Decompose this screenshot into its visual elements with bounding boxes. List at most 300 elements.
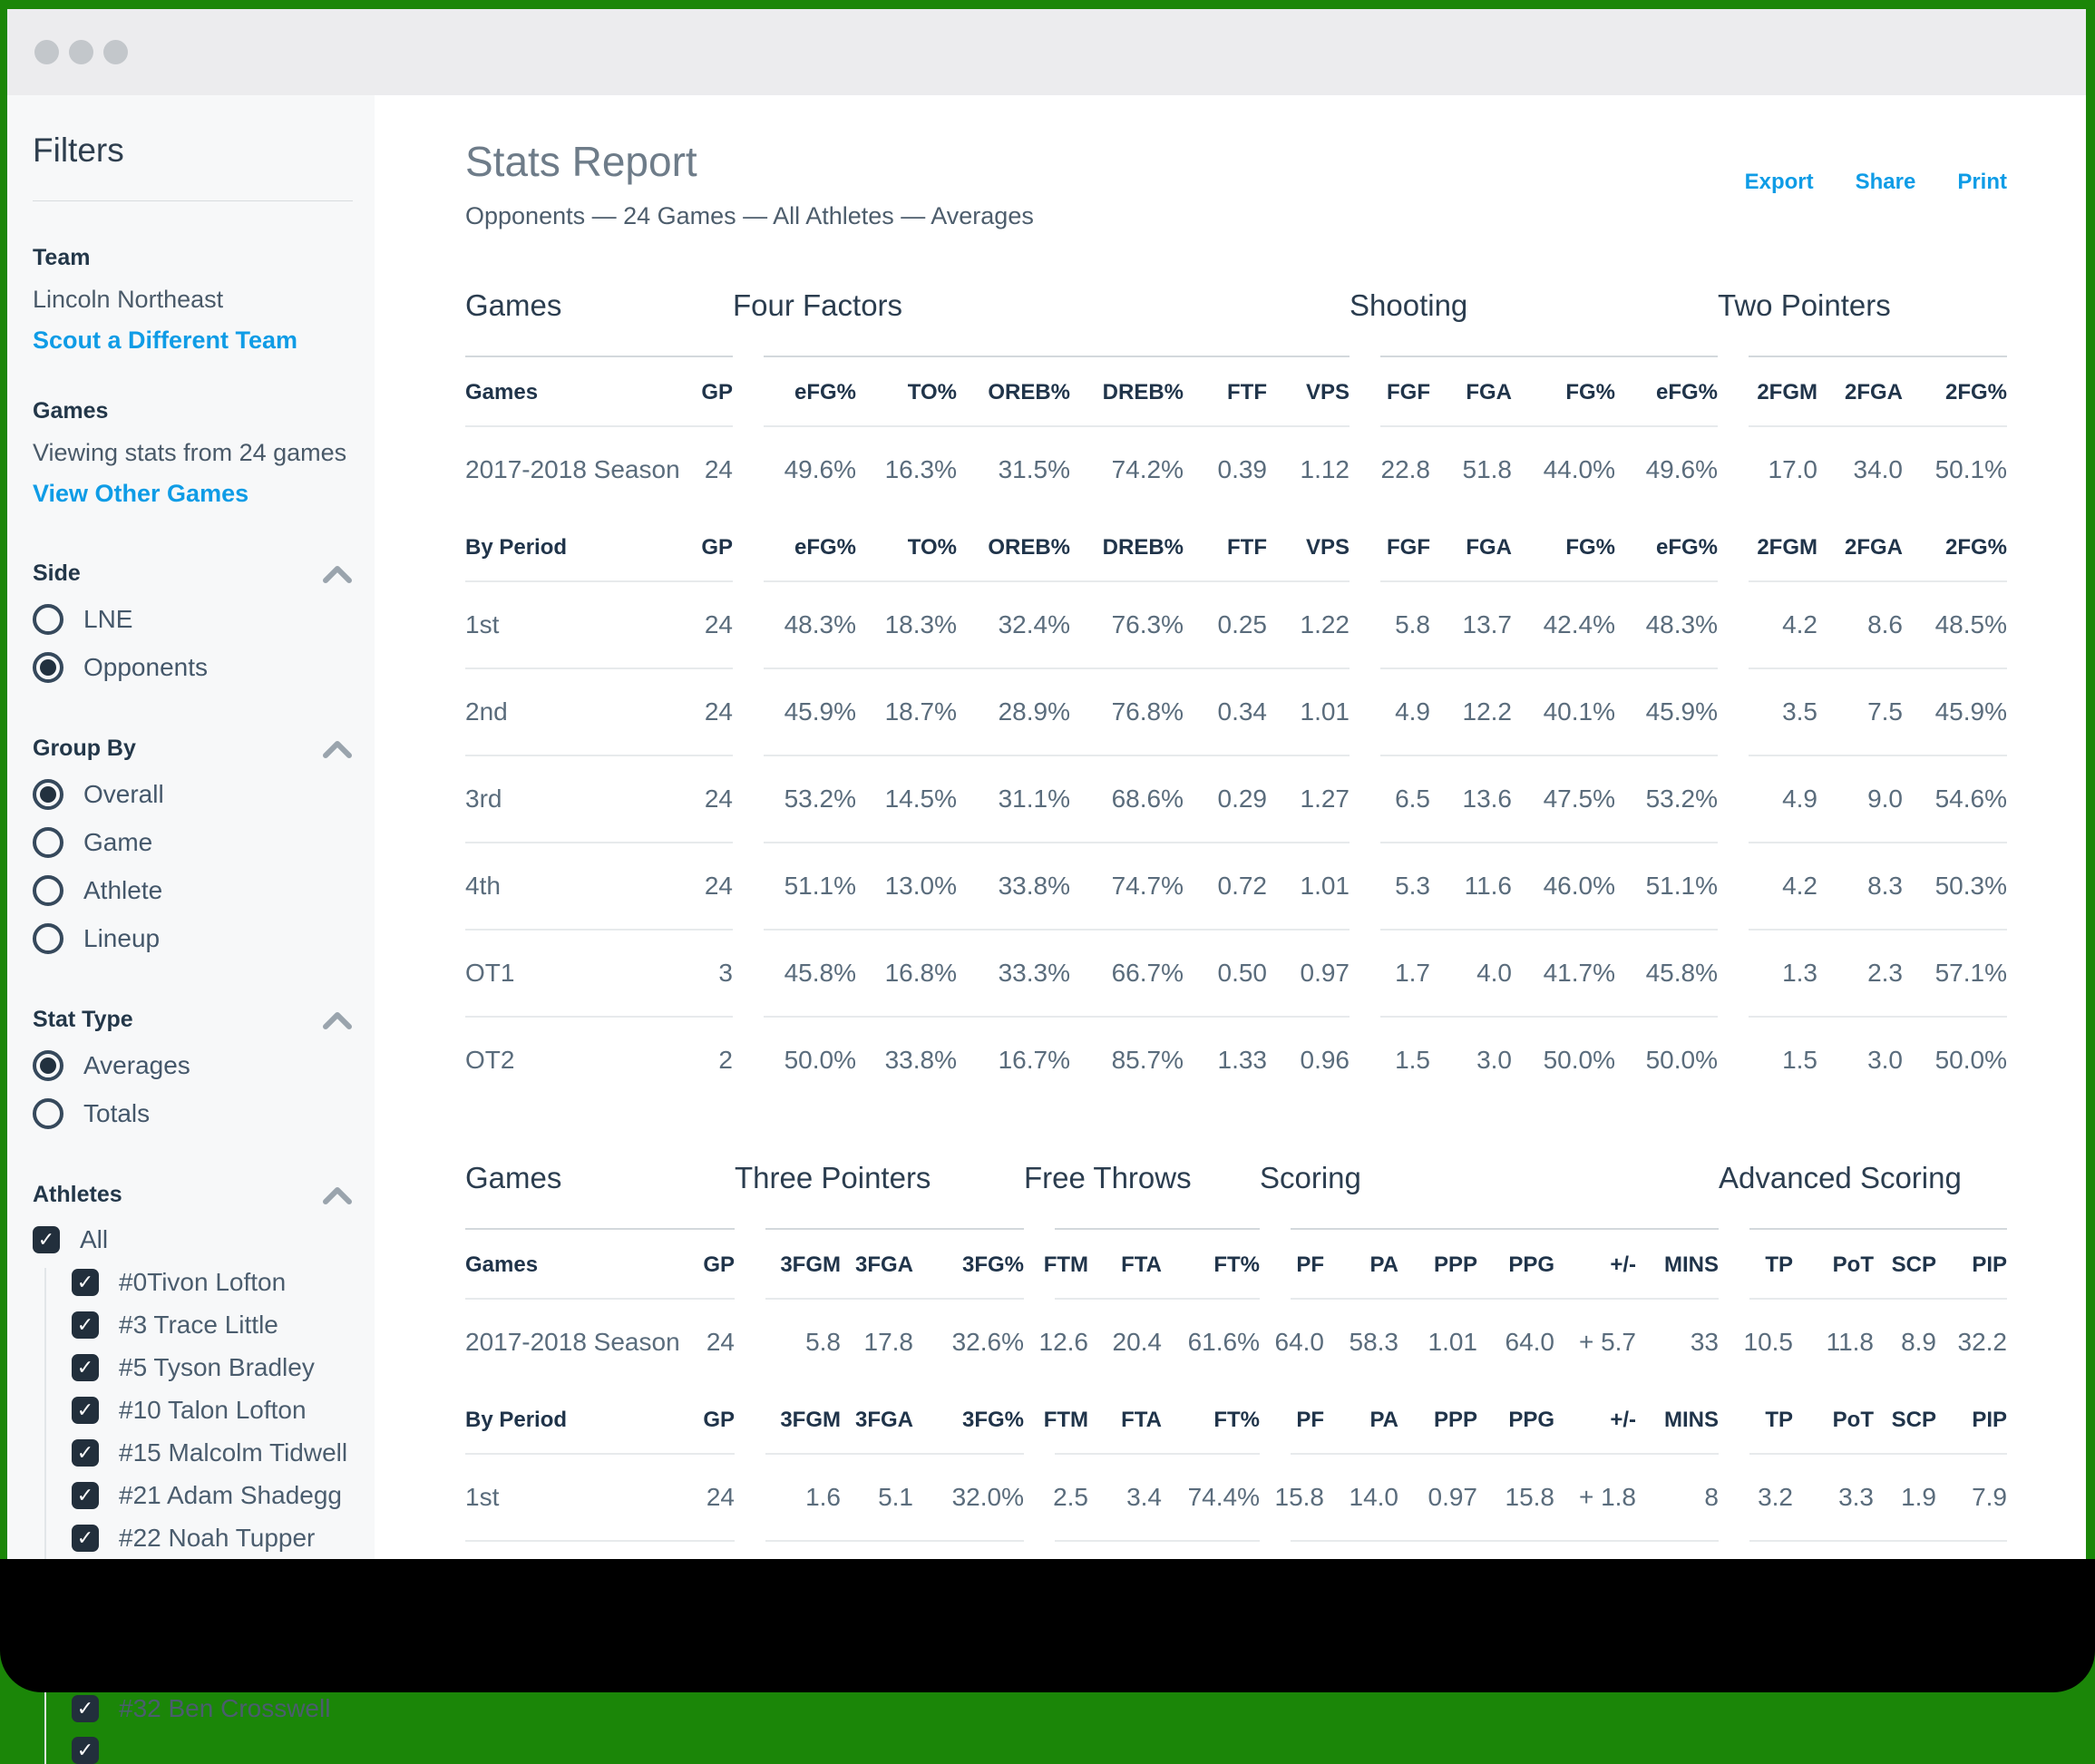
column-header: PoT [1832,1252,1874,1277]
cell: 22.8 [1380,455,1430,483]
cell: 41.7% [1543,959,1615,987]
cell: 8.6 [1867,610,1903,638]
column-header: GP [703,1252,735,1277]
radio-icon [33,1098,63,1129]
column-header: FTF [1227,535,1267,560]
cell: 1.27 [1300,785,1350,813]
column-header: 2FG% [1944,535,2007,560]
cell: 3 [718,959,733,987]
section-title: Free Throws [1024,1161,1192,1194]
cell: 2 [718,1046,733,1074]
cell: 24 [704,785,733,813]
period-header-row [465,512,2007,580]
cell: 8.3 [1867,872,1903,900]
cell: 68.6% [1111,785,1184,813]
row-label: 2017-2018 Season [465,455,680,483]
radio-selected-icon [33,652,63,683]
cell: + 5.7 [1578,1328,1636,1356]
cell: 50.1% [1934,455,2007,483]
column-header: PPG [1508,1252,1554,1277]
chevron-up-icon[interactable] [322,739,353,759]
checkbox-checked-icon: ✓ [72,1439,99,1467]
cell: 64.0 [1274,1328,1324,1356]
cell: 0.34 [1217,697,1267,726]
option-label: Totals [83,1099,151,1127]
athlete-name: #10 Talon Lofton [119,1396,307,1424]
radio-option-lineup[interactable] [33,923,353,954]
row-label: 2017-2018 Season [465,1328,680,1356]
cell: 1.22 [1300,610,1350,638]
column-header: DREB% [1102,535,1184,560]
cell: 50.0% [1543,1046,1615,1074]
table-row [465,1455,2007,1540]
column-header: TP [1765,1408,1793,1432]
column-header: eFG% [1655,535,1718,560]
checkbox-checked-icon: ✓ [72,1354,99,1381]
cell: 17.8 [863,1328,913,1356]
cell: 51.1% [1645,872,1718,900]
column-header: FT% [1213,1252,1260,1277]
print-button[interactable]: Print [1957,170,2007,194]
section-title: Four Factors [733,288,903,322]
cell: 32.2 [1957,1328,2007,1356]
column-header: OREB% [988,380,1070,404]
cell: 33.8% [884,1046,957,1074]
table-section-titles [465,288,2007,323]
team-name: Lincoln Northeast [33,286,224,313]
cell: 0.97 [1428,1483,1477,1511]
cell: 64.0 [1505,1328,1554,1356]
cell: 0.72 [1217,872,1267,900]
cell: 3.5 [1782,697,1817,726]
cell: 33 [1690,1328,1719,1356]
column-header: FTM [1043,1252,1088,1277]
column-header: FTF [1227,380,1267,404]
checkbox-checked-icon: ✓ [72,1482,99,1509]
radio-icon [33,923,63,954]
checkbox-checked-icon: ✓ [72,1695,99,1722]
column-header: PIP [1972,1252,2007,1277]
cell: 24 [706,1483,735,1511]
cell: 8 [1704,1483,1719,1511]
column-header: TO% [907,380,957,404]
cell: 13.7 [1462,610,1512,638]
column-header: eFG% [794,380,856,404]
column-header: GP [701,535,733,560]
athlete-checkbox-item[interactable] [72,1311,353,1340]
column-header: PA [1369,1408,1398,1432]
cell: 13.0% [884,872,957,900]
cell: 32.6% [951,1328,1024,1356]
athlete-checkbox-item[interactable] [72,1524,353,1553]
cell: 2.3 [1867,959,1903,987]
stat-type-label: Stat Type [33,1007,133,1032]
cell: 50.0% [1645,1046,1718,1074]
cell: 46.0% [1543,872,1615,900]
cell: 0.50 [1217,959,1267,987]
section-title: Advanced Scoring [1719,1161,1962,1194]
option-label: Athlete [83,876,163,904]
column-header: TP [1765,1252,1793,1277]
column-header: FGF [1387,535,1430,560]
row-label: OT1 [465,959,515,987]
option-label: LNE [83,605,133,633]
column-header: FTA [1121,1252,1162,1277]
column-header: PPG [1508,1408,1554,1432]
column-header-row [465,357,2007,425]
cell: 15.8 [1274,1483,1324,1511]
cell: 11.6 [1464,872,1512,900]
chevron-up-icon[interactable] [322,1010,353,1030]
column-header: TO% [907,535,957,560]
chevron-up-icon[interactable] [322,1185,353,1205]
column-header: FT% [1213,1408,1260,1432]
cell: 13.6 [1462,785,1512,813]
cell: 57.1% [1934,959,2007,987]
option-label: Overall [83,780,164,808]
games-summary: Viewing stats from 24 games [33,439,347,466]
option-label: Game [83,828,153,856]
athlete-checkbox-item[interactable] [72,1438,353,1467]
cell: 1.5 [1782,1046,1817,1074]
radio-selected-icon [33,1050,63,1081]
filters-title: Filters [33,132,124,169]
cell: 2.5 [1053,1483,1088,1511]
column-header: PF [1296,1408,1324,1432]
team-label: Team [33,245,91,270]
column-header: SCP [1891,1408,1936,1432]
athlete-name: #22 Noah Tupper [119,1524,316,1552]
cell: 45.8% [1645,959,1718,987]
cell: 24 [704,872,733,900]
checkbox-checked-icon: ✓ [72,1311,99,1339]
column-header: +/- [1610,1252,1636,1277]
column-header: PA [1369,1252,1398,1277]
column-header: 3FGA [854,1252,913,1277]
cell: 12.6 [1038,1328,1088,1356]
column-header: eFG% [794,535,856,560]
radio-option-athlete[interactable] [33,875,353,906]
radio-selected-icon [33,779,63,810]
cell: 31.5% [998,455,1070,483]
cell: 53.2% [1645,785,1718,813]
radio-option-game[interactable] [33,827,353,858]
cell: 76.3% [1111,610,1184,638]
cell: 4.2 [1782,610,1817,638]
section-title: Three Pointers [735,1161,931,1194]
column-header: MINS [1664,1408,1719,1432]
radio-option-averages[interactable] [33,1050,353,1081]
report-subtitle: Opponents — 24 Games — All Athletes — Averages [465,202,1034,229]
cell: 51.1% [784,872,856,900]
scout-different-team-link[interactable]: Scout a Different Team [33,326,298,354]
cell: 45.9% [1934,697,2007,726]
column-header: OREB% [988,535,1070,560]
column-header: SCP [1891,1252,1936,1277]
cell: 85.7% [1111,1046,1184,1074]
checkbox-checked-icon: ✓ [33,1226,60,1253]
cell: 49.6% [784,455,856,483]
cell: 66.7% [1111,959,1184,987]
report-actions [1745,170,2007,195]
cell: 11.8 [1826,1328,1874,1356]
divider [33,200,353,201]
cell: 47.5% [1543,785,1615,813]
window-button[interactable] [69,40,93,64]
cell: 0.39 [1217,455,1267,483]
page-title: Stats Report [465,138,697,185]
row-label: OT2 [465,1046,515,1074]
column-header: PIP [1972,1408,2007,1432]
column-header: VPS [1305,535,1350,560]
season-row [465,1300,2007,1385]
cell: 17.0 [1768,455,1817,483]
column-header: FGA [1466,380,1512,404]
table-row [465,1018,2007,1103]
athlete-checkbox-item[interactable] [72,1396,353,1425]
column-header: FTA [1121,1408,1162,1432]
column-header: 2FGM [1757,380,1817,404]
view-other-games-link[interactable]: View Other Games [33,480,249,507]
cell: 16.8% [884,959,957,987]
athlete-checkbox-item[interactable] [72,1481,353,1510]
table-row [465,582,2007,668]
filters-sidebar [7,95,375,1761]
column-header: PPP [1433,1408,1477,1432]
athletes-all-checkbox[interactable] [33,1225,353,1254]
table-row [465,669,2007,755]
column-header: FGF [1387,380,1430,404]
column-header: 2FGM [1757,535,1817,560]
athlete-checkbox-item[interactable] [72,1694,353,1723]
period-header-row [465,1385,2007,1453]
export-button[interactable]: Export [1744,170,1814,194]
column-header: FG% [1565,380,1615,404]
stat-type-options [33,1050,353,1129]
row-label: By Period [465,1408,568,1432]
cell: 33.8% [998,872,1070,900]
cell: 1.12 [1300,455,1350,483]
cell: 5.1 [878,1483,913,1511]
row-label: 1st [465,610,500,638]
cell: 10.5 [1743,1328,1793,1356]
athlete-name: #3 Trace Little [119,1311,278,1339]
column-header: 2FGA [1844,380,1903,404]
cell: + 1.8 [1578,1483,1636,1511]
cell: 3.0 [1476,1046,1512,1074]
cell: 3.2 [1758,1483,1793,1511]
column-header: GP [703,1408,735,1432]
cell: 53.2% [784,785,856,813]
cell: 0.25 [1217,610,1267,638]
cell: 31.1% [998,785,1070,813]
athlete-checkbox-item[interactable] [72,1268,353,1297]
radio-icon [33,827,63,858]
athletes-all-label: All [80,1225,109,1253]
cell: 12.2 [1462,697,1512,726]
cell: 8.9 [1901,1328,1936,1356]
row-label: 4th [465,872,501,900]
athletes-label: Athletes [33,1182,122,1207]
cell: 0.96 [1300,1046,1350,1074]
option-label: Averages [83,1051,190,1079]
section-title: Scoring [1260,1161,1361,1194]
column-header: eFG% [1655,380,1718,404]
column-header: PPP [1433,1252,1477,1277]
column-header: GP [701,380,733,404]
cell: 1.9 [1901,1483,1936,1511]
cell: 51.8 [1462,455,1512,483]
option-label: Lineup [83,924,161,952]
cell: 6.5 [1395,785,1430,813]
cell: 48.5% [1934,610,2007,638]
cell: 74.4% [1187,1483,1260,1511]
column-header: PoT [1832,1408,1874,1432]
cell: 58.3 [1349,1328,1398,1356]
checkbox-checked-icon: ✓ [72,1397,99,1424]
column-header: FGA [1466,535,1512,560]
cell: 45.9% [784,697,856,726]
cell: 54.6% [1934,785,2007,813]
cell: 0.97 [1300,959,1350,987]
radio-option-totals[interactable] [33,1098,353,1129]
group-by-label: Group By [33,736,136,761]
cell: 45.8% [784,959,856,987]
side-label: Side [33,560,81,586]
cell: 61.6% [1187,1328,1260,1356]
cell: 33.3% [998,959,1070,987]
stats-table-1 [465,288,2007,1103]
column-header: FG% [1565,535,1615,560]
cell: 24 [704,610,733,638]
athlete-name: #0Tivon Lofton [119,1268,287,1296]
athlete-checkbox-item[interactable] [72,1353,353,1382]
cell: 4.9 [1782,785,1817,813]
cell: 3.3 [1838,1483,1874,1511]
cell: 50.0% [784,1046,856,1074]
window-button[interactable] [103,40,128,64]
season-row [465,427,2007,512]
cell: 18.3% [884,610,957,638]
radio-icon [33,875,63,906]
cell: 24 [706,1328,735,1356]
cell: 5.8 [805,1328,841,1356]
cell: 16.3% [884,455,957,483]
column-header: +/- [1610,1408,1636,1432]
cell: 1.33 [1217,1046,1267,1074]
cell: 32.0% [951,1483,1024,1511]
cell: 5.8 [1395,610,1430,638]
column-header: 2FG% [1944,380,2007,404]
row-label: Games [465,1252,539,1277]
row-label: Games [465,380,539,404]
cell: 4.0 [1476,959,1512,987]
cell: 14.5% [884,785,957,813]
report-main [375,95,2086,1559]
radio-option-opponents[interactable] [33,652,353,683]
column-header: FTM [1043,1408,1088,1432]
cell: 15.8 [1505,1483,1554,1511]
table-row [465,756,2007,842]
cell: 24 [704,455,733,483]
cell: 34.0 [1853,455,1903,483]
cell: 45.9% [1645,697,1718,726]
cell: 48.3% [784,610,856,638]
cell: 4.2 [1782,872,1817,900]
window-titlebar [7,9,2086,95]
checkbox-checked-icon: ✓ [72,1269,99,1296]
bottom-letterbox [0,1559,2095,1692]
cell: 3.4 [1126,1483,1162,1511]
cell: 9.0 [1867,785,1903,813]
cell: 32.4% [998,610,1070,638]
table-section-titles [465,1161,2007,1195]
table-row [465,931,2007,1016]
cell: 14.0 [1349,1483,1398,1511]
cell: 1.7 [1395,959,1430,987]
checkbox-checked-icon: ✓ [72,1737,99,1764]
row-label: 2nd [465,697,508,726]
radio-option-overall[interactable] [33,779,353,810]
games-label: Games [33,398,109,424]
column-header: 3FGM [780,1252,841,1277]
row-label: By Period [465,535,568,560]
section-title: Games [465,288,562,322]
cell: 1.01 [1300,872,1350,900]
column-header: 3FG% [961,1408,1024,1432]
athlete-name: #15 Malcolm Tidwell [119,1438,348,1467]
cell: 40.1% [1543,697,1615,726]
cell: 5.3 [1395,872,1430,900]
share-button[interactable]: Share [1855,170,1916,194]
section-title: Two Pointers [1718,288,1891,322]
chevron-up-icon[interactable] [322,564,353,584]
cell: 48.3% [1645,610,1718,638]
table-row [465,843,2007,929]
cell: 1.5 [1395,1046,1430,1074]
row-label: 1st [465,1483,500,1511]
column-header: 3FG% [961,1252,1024,1277]
window-button[interactable] [34,40,59,64]
athlete-name: #5 Tyson Bradley [119,1353,315,1381]
column-header: 2FGA [1844,535,1903,560]
radio-option-lne[interactable] [33,604,353,635]
cell: 20.4 [1112,1328,1162,1356]
athlete-name: #32 Ben Crosswell [119,1694,331,1722]
column-header: VPS [1305,380,1350,404]
athlete-name: #21 Adam Shadegg [119,1481,342,1509]
cell: 1.01 [1300,697,1350,726]
side-options [33,604,353,683]
cell: 42.4% [1543,610,1615,638]
row-label: 3rd [465,785,502,813]
column-header: 3FGM [780,1408,841,1432]
cell: 1.6 [805,1483,841,1511]
cell: 50.0% [1934,1046,2007,1074]
cell: 49.6% [1645,455,1718,483]
cell: 1.3 [1782,959,1817,987]
cell: 74.7% [1111,872,1184,900]
cell: 3.0 [1867,1046,1903,1074]
column-header: PF [1296,1252,1324,1277]
cell: 0.29 [1217,785,1267,813]
athlete-checkbox-item[interactable] [72,1737,353,1764]
column-header: DREB% [1102,380,1184,404]
radio-icon [33,604,63,635]
cell: 28.9% [998,697,1070,726]
cell: 74.2% [1111,455,1184,483]
cell: 76.8% [1111,697,1184,726]
